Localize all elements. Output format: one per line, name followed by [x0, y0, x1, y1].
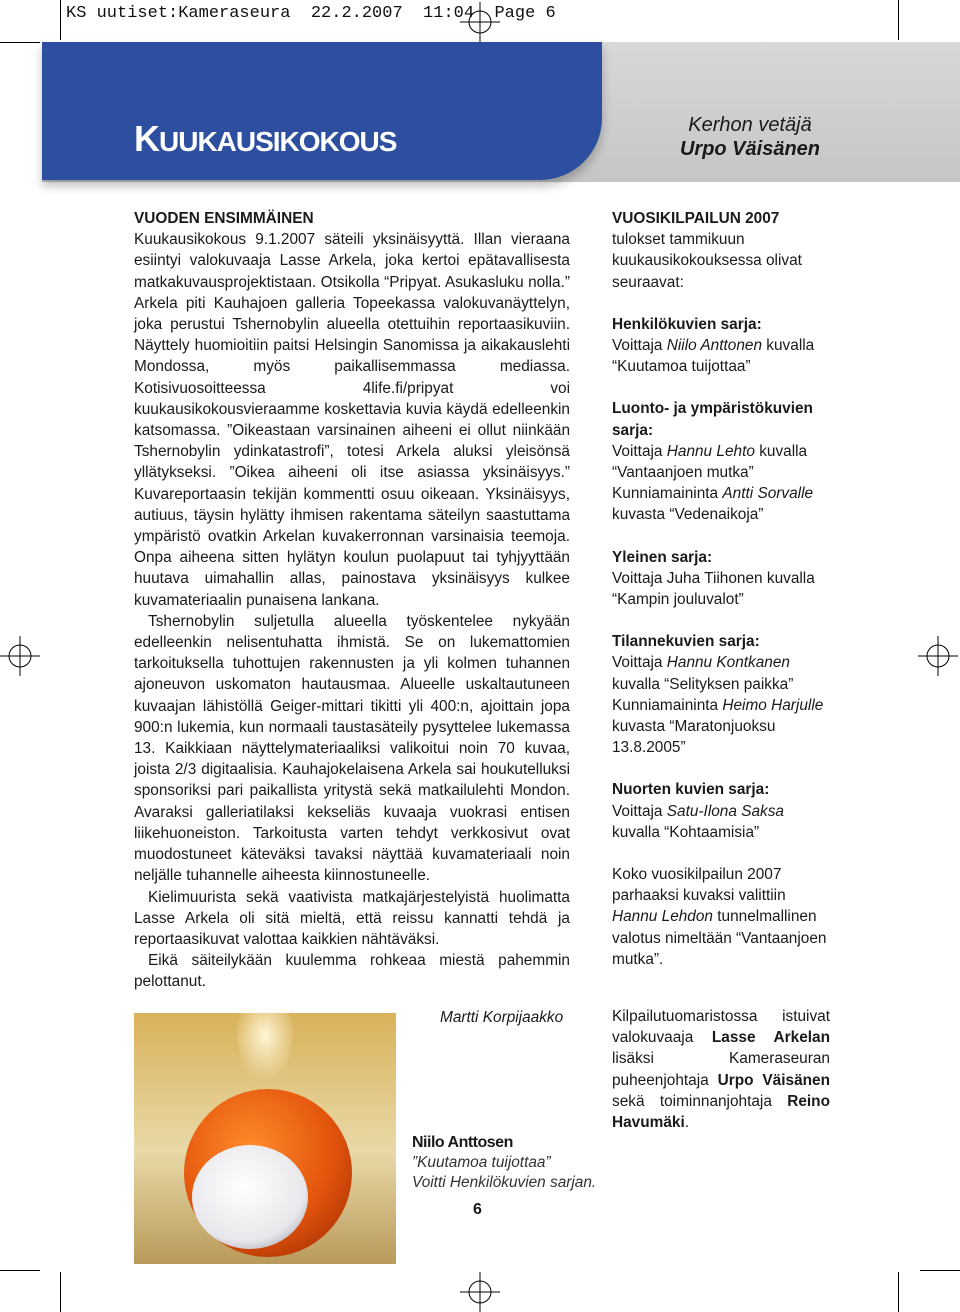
jury-note: Kilpailutuomaristossa istuivat valokuvaaja Lasse Arkelan lisäksi Kameraseuran puheenjohtaja Urpo Väisänen sekä toiminnanjohtaja Reino Havumäki.	[612, 1008, 830, 1132]
crop-mark	[0, 42, 40, 43]
crop-mark	[920, 1270, 960, 1271]
caption-note: Voitti Henkilökuvien sarjan.	[412, 1174, 597, 1191]
article-paragraph: Eikä säiteilykään kuulemma rohkeaa miestä pahemmin pelottanut.	[134, 952, 570, 991]
article-column	[134, 208, 570, 993]
crop-mark	[0, 1270, 40, 1271]
page-number: 6	[473, 1201, 482, 1218]
category-result: Voittaja Hannu Lehto kuvalla “Vantaanjoen mutka”	[612, 442, 808, 482]
category-honorable-mention: Kunniamaininta Heimo Harjulle kuvasta “Maratonjuoksu 13.8.2005”	[612, 696, 824, 757]
section-title: KUUKAUSIKOKOUS	[134, 118, 397, 159]
print-slug: KS uutiset:Kameraseura 22.2.2007 11:04 Page 6	[66, 4, 556, 23]
article-paragraph: Tshernobylin suljetulla alueella työskentelee nykyään edelleenkin nelisentuhatta ihmistä. Se on lukemattomien tarkoituksella tuhottujen rakennusten ja yli kolmen tuhannen ajoneuvon uskomaton hautausmaa. Alueelle uskaltautuneen kuvaajan lähistöllä Geiger-mittari tikitti yli 400:n, ajoittain jopa 900:n lukemia, kun normaali taustasäteily pysyttelee lukemassa 13. Kaikkiaan näyttelymateriaaliksi valikoitui noin 70 kuvaa, joista 2/3 digitaalisia. Kauhajokelaisena Arkela sai houkutelluksi sponsoriksi pari paikallista yritystä sekä matkailulehti Mondon. Avaraksi galleriatilaksi kekseliäs kuvaaja vuokrasi entisen liikehuoneiston. Tarkoitusta varten tehdyt verkkosivut ovat muodostuneet käteväksi tavaksi näyttää kuvamateriaali noin neljälle tuhannelle aiheesta kiinnostuneelle.	[134, 612, 570, 885]
results-closing: Koko vuosikilpailun 2007 parhaaksi kuvaksi valittiin Hannu Lehdon tunnelmallinen valotus nimeltään “Vantaanjoen mutka”.	[612, 866, 827, 968]
category-heading: Tilannekuvien sarja:	[612, 633, 760, 651]
category-heading: Nuorten kuvien sarja:	[612, 781, 770, 799]
photo-caption	[412, 1133, 596, 1193]
category-result: Voittaja Satu-Ilona Saksa kuvalla “Kohtaamisia”	[612, 802, 784, 841]
caption-name: Niilo Anttosen	[412, 1134, 513, 1151]
leader-role: Kerhon vetäjä	[688, 114, 812, 136]
crop-mark	[898, 0, 899, 40]
category-result: Voittaja Hannu Kontkanen kuvalla “Selityksen paikka”	[612, 654, 794, 693]
article-paragraph: Kielimuurista sekä vaativista matkajärjestelyistä huolimatta Lasse Arkela oli sitä mieltä, että reissu kannatti tehdä ja reportaasikuvat valottaa kaikkien nähtäväksi.	[134, 888, 570, 948]
caption-title: ”Kuutamoa tuijottaa”	[412, 1154, 551, 1171]
registration-mark-top	[460, 2, 500, 42]
winning-photo	[134, 1013, 396, 1264]
crop-mark	[898, 1272, 899, 1312]
category-result: Voittaja Juha Tiihonen kuvalla “Kampin jouluvalot”	[612, 569, 815, 609]
category-heading: Luonto- ja ympäristökuvien sarja:	[612, 400, 813, 439]
registration-mark-right	[918, 636, 958, 676]
category-heading: Yleinen sarja:	[612, 548, 713, 566]
crop-mark	[60, 0, 61, 40]
registration-mark-bottom	[460, 1272, 500, 1312]
registration-mark-left	[0, 636, 40, 676]
results-column	[612, 208, 830, 970]
article-paragraph: Kuukausikokous 9.1.2007 säteili yksinäisyyttä. Illan vieraana esiintyi valokuvaaja Lasse Arkela, joka kertoi epätavallisesta matkakuvausprojektistaan. Otsikolla “Pripyat. Asukasluku nolla.” Arkela piti Kauhajoen galleria Topeekassa valokuvanäyttelyn, joka perustui Tshernobylin alueella otettuihin reportaasikuviin. Näyttely huomioitiin paitsi Helsingin Sanomissa ja aikakauslehti Mondossa, myös paikallisemmassa mediassa. Kotisivuosoitteessa 4life.fi/pripyat voi kuukausikokousvieraamme koskettavia kuvia käydä edelleenkin katsomassa. ”Oikeastaan varsinainen aiheeni ei ollut niinkään Tshernobylin ydinkatastrofi”, totesi Arkela aluksi yleisönsä yllätykseksi. ”Oikea aiheeni oli itse asiassa yksinäisyys.” Kuvareportaasin tekijän kommentti osuu oikeaan. Yksinäisyys, autiuus, täysin hylätty ihmisen rakentama säteilyn saastuttama ympäristö ovatkin Arkelan kuvakerronnan varsinaisia teemoja. Onpa aiheena sitten hylätyn koulun puolapuut tai tyhjyyttään huutava uimahallin allas, painostava yksinäisyys kulkee kuvamateriaalin punaisena lankana.	[134, 231, 570, 609]
category-heading: Henkilökuvien sarja:	[612, 315, 762, 333]
category-honorable-mention: Kunniamaininta Antti Sorvalle kuvasta “Vedenaikoja”	[612, 485, 814, 524]
article-heading: VUODEN ENSIMMÄINEN	[134, 210, 314, 227]
category-result: Voittaja Niilo Anttonen kuvalla “Kuutamoa tuijottaa”	[612, 337, 815, 376]
crop-mark	[60, 1272, 61, 1312]
results-intro: tulokset tammikuun kuukausikokouksessa olivat seuraavat:	[612, 231, 802, 291]
photo-credit: Martti Korpijaakko	[440, 1009, 564, 1026]
leader-name: Urpo Väisänen	[679, 138, 821, 160]
results-heading: VUOSIKILPAILUN 2007	[612, 210, 780, 227]
